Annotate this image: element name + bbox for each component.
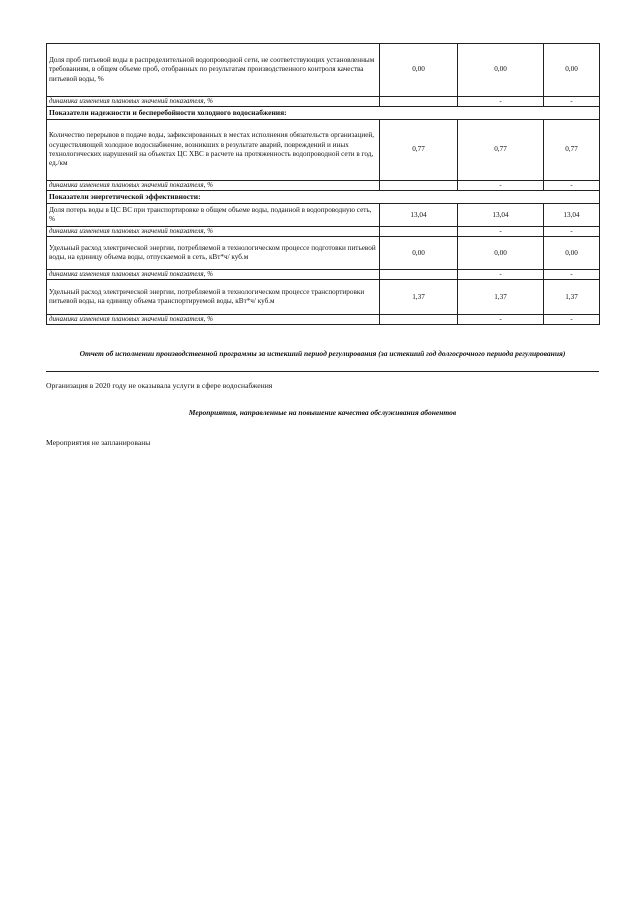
dynamics-value <box>380 227 458 237</box>
indicator-label: Доля потерь воды в ЦС ВС при транспортировке в общем объеме воды, поданной в водопроводную сеть, % <box>47 204 380 227</box>
table-row <box>47 237 600 270</box>
dynamics-value <box>380 181 458 191</box>
indicator-value: 0,00 <box>544 237 600 270</box>
indicator-value: 1,37 <box>380 280 458 315</box>
dynamics-label: динамика изменения плановых значений показателя, % <box>47 97 380 107</box>
indicator-value: 0,77 <box>544 120 600 181</box>
measures-text: Мероприятия не запланированы <box>46 438 151 447</box>
section-heading: Показатели энергетической эффективности: <box>47 191 600 204</box>
section-row <box>47 191 600 204</box>
indicator-value: 0,77 <box>458 120 544 181</box>
table-row <box>47 280 600 315</box>
indicator-label: Количество перерывов в подаче воды, зафиксированных в местах исполнения обязательств организацией, осуществляющей холодное водоснабжение, возникших в результате аварий, повреждений и иных технологических нарушений на объектах ЦС ХВС в расчете на протяженность водопроводной сети в год, ед./км <box>47 120 380 181</box>
measures-title: Мероприятия, направленные на повышение качества обслуживания абонентов <box>188 408 457 417</box>
indicator-value: 13,04 <box>544 204 600 227</box>
indicator-value: 0,00 <box>380 237 458 270</box>
dynamics-value: - <box>458 97 544 107</box>
dynamics-label: динамика изменения плановых значений показателя, % <box>47 270 380 280</box>
table-row <box>47 97 600 107</box>
table-row <box>47 204 600 227</box>
table-row <box>47 315 600 325</box>
dynamics-value: - <box>458 270 544 280</box>
dynamics-value: - <box>544 97 600 107</box>
table-row <box>47 227 600 237</box>
indicator-label: Удельный расход электрической энергии, потребляемой в технологическом процессе подготовки питьевой воды, на единицу объема воды, отпускаемой в сеть, кВт*ч/ куб.м <box>47 237 380 270</box>
indicator-value: 1,37 <box>544 280 600 315</box>
dynamics-value <box>380 97 458 107</box>
dynamics-label: динамика изменения плановых значений показателя, % <box>47 315 380 325</box>
report-text: Организация в 2020 году не оказывала услуги в сфере водоснабжения <box>46 381 273 390</box>
indicators-table <box>46 43 600 325</box>
indicator-label: Удельный расход электрической энергии, потребляемой в технологическом процессе транспортировки питьевой воды, на единицу объема транспортируемой воды, кВт*ч/ куб.м <box>47 280 380 315</box>
table-row <box>47 181 600 191</box>
dynamics-value: - <box>458 181 544 191</box>
dynamics-value: - <box>458 227 544 237</box>
dynamics-value: - <box>544 227 600 237</box>
dynamics-value: - <box>458 315 544 325</box>
indicator-value: 0,77 <box>380 120 458 181</box>
dynamics-label: динамика изменения плановых значений показателя, % <box>47 181 380 191</box>
table-row <box>47 120 600 181</box>
indicator-value: 0,00 <box>458 237 544 270</box>
indicator-value: 0,00 <box>544 44 600 97</box>
dynamics-value: - <box>544 270 600 280</box>
indicator-label: Доля проб питьевой воды в распределительной водопроводной сети, не соответствующих установленным требованиям, в общем объеме проб, отобранных по результатам производственного контроля качества питьевой воды, % <box>47 44 380 97</box>
section-heading: Показатели надежности и бесперебойности холодного водоснабжения: <box>47 107 600 120</box>
table-row <box>47 44 600 97</box>
dynamics-value <box>380 270 458 280</box>
table-row <box>47 270 600 280</box>
dynamics-value <box>380 315 458 325</box>
indicator-value: 0,00 <box>380 44 458 97</box>
dynamics-label: динамика изменения плановых значений показателя, % <box>47 227 380 237</box>
indicator-value: 13,04 <box>458 204 544 227</box>
dynamics-value: - <box>544 181 600 191</box>
indicator-value: 0,00 <box>458 44 544 97</box>
divider-line <box>46 371 599 372</box>
dynamics-value: - <box>544 315 600 325</box>
indicator-value: 1,37 <box>458 280 544 315</box>
indicator-value: 13,04 <box>380 204 458 227</box>
section-row <box>47 107 600 120</box>
report-title: Отчет об исполнении производственной программы за истекший период регулирования (за истекший год долгосрочного периода регулирования) <box>79 349 566 358</box>
